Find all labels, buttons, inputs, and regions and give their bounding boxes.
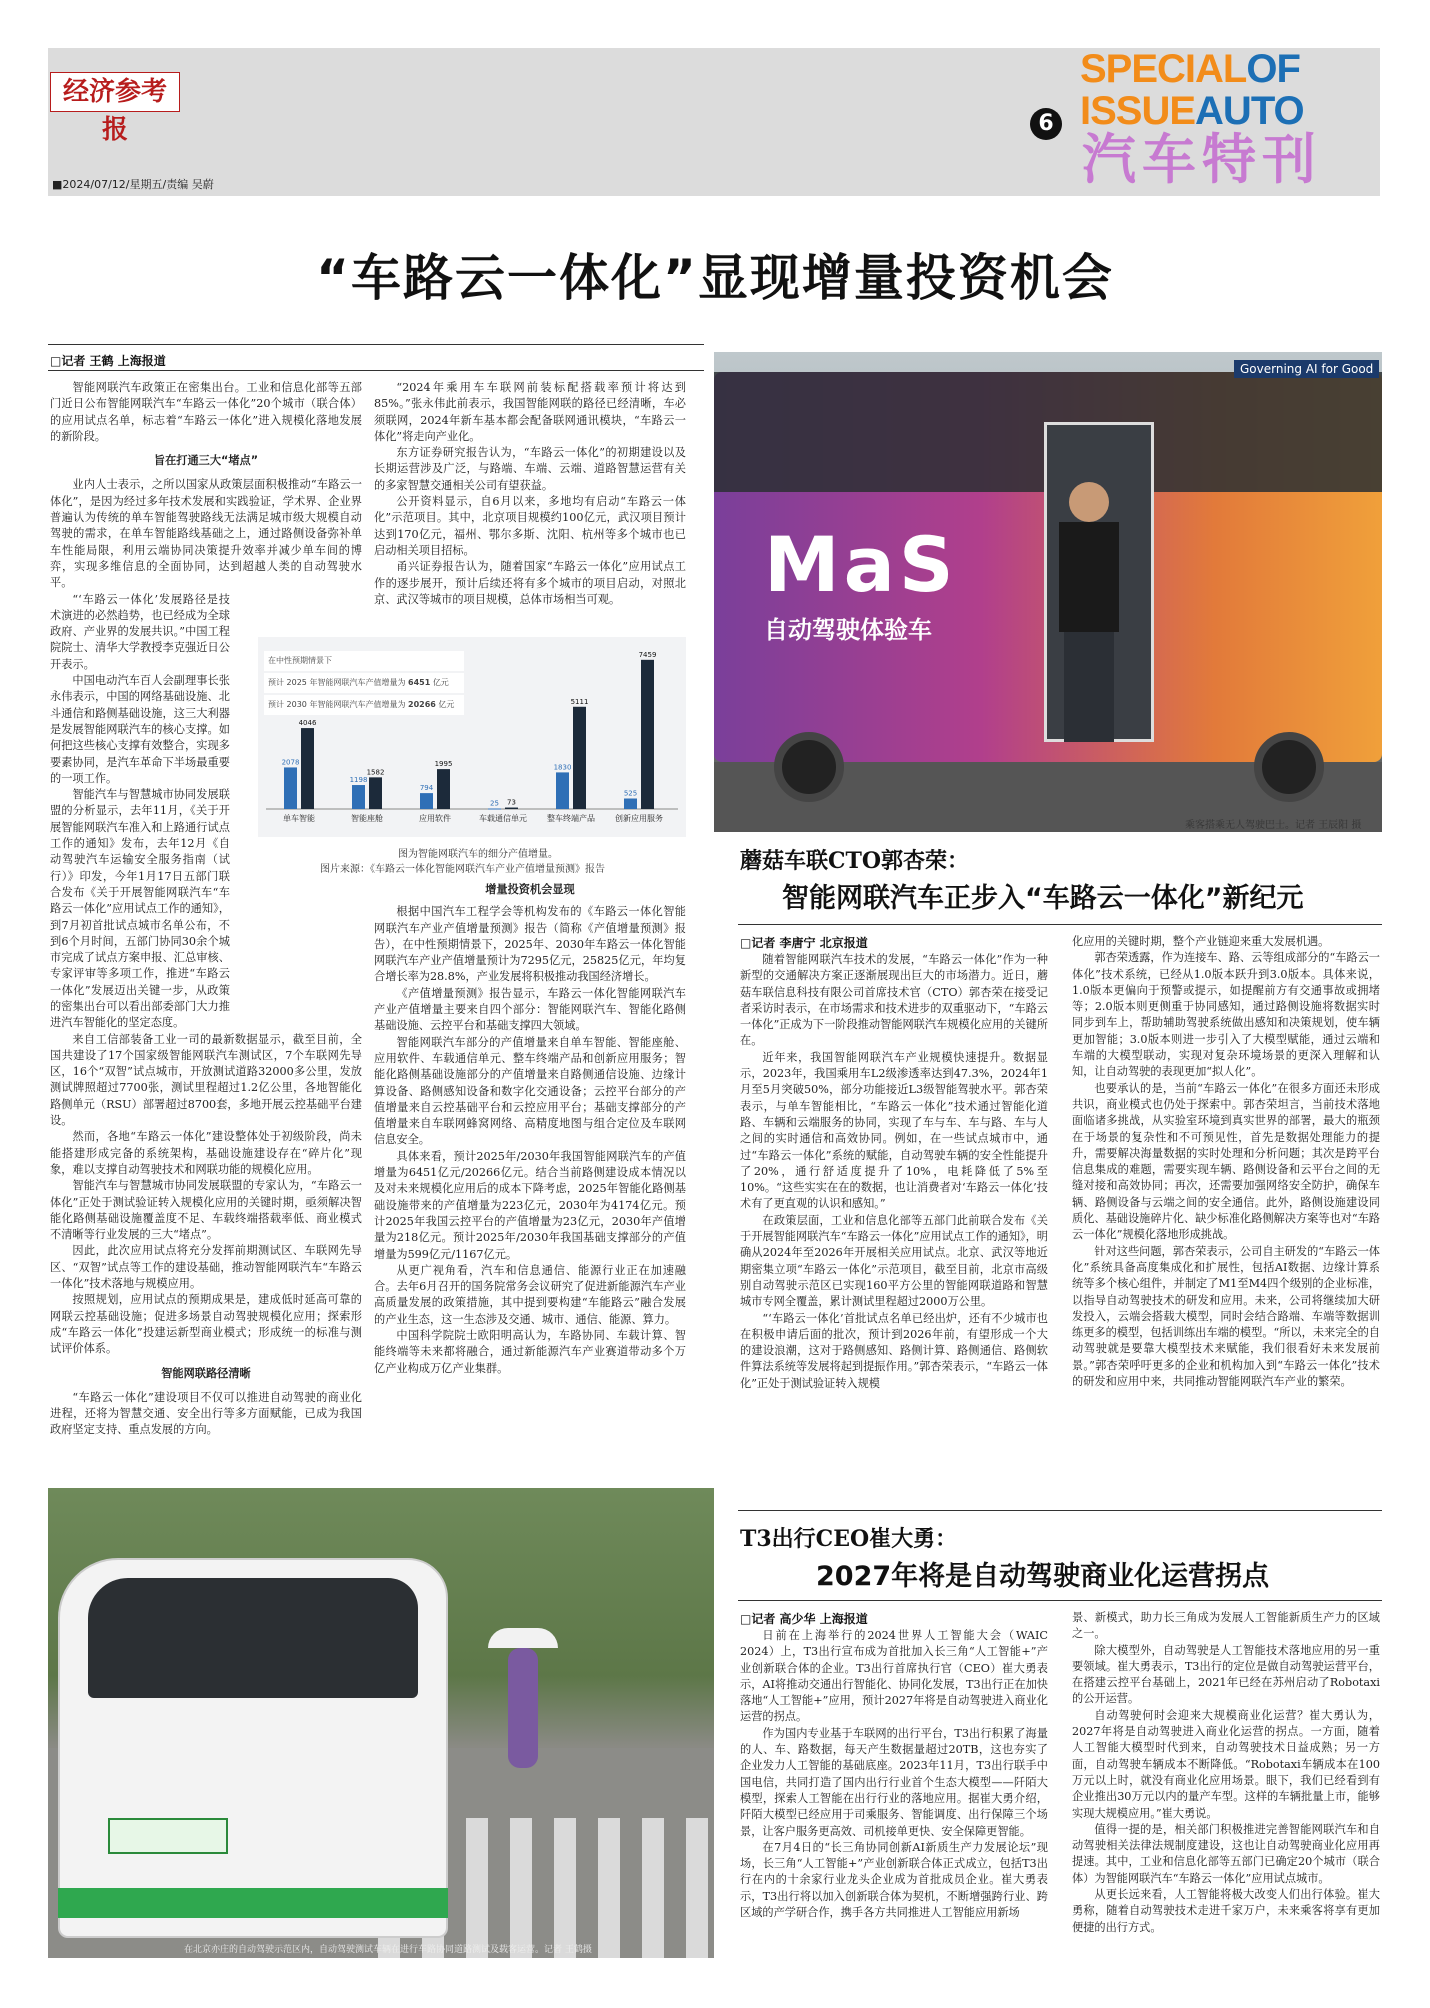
- divider: [738, 1600, 1382, 1601]
- bar: [641, 660, 654, 809]
- auto-word: AUTO: [1195, 89, 1304, 133]
- legend-row-2030: 预计 2030 年智能网联汽车产值增量为 20266 亿元: [264, 695, 464, 715]
- paragraph: 然而，各地“车路云一体化”建设整体处于初级阶段，尚未能搭建形成完备的系统架构，基础设施建设存在“碎片化”现象，难以支撑自动驾驶技术和网联功能的规模化应用。: [50, 1130, 362, 1176]
- paragraph: 自动驾驶何时会迎来大规模商业化运营？崔大勇认为，2027年将是自动驾驶进入商业化运营的拐点。一方面，随着人工智能大模型时代到来，自动驾驶技术日益成熟；另一方面，自动驾驶车辆成本不断降低。“Robotaxi车辆成本在100万元以上时，就没有商业化应用场景。眼下，我们已经看到有企业推出30万元以内的量产车型。这样的车辆批量上市，能够实现大规模应用。”崔大勇说。: [1072, 1708, 1380, 1820]
- special-word: SPECIAL: [1080, 47, 1247, 91]
- paragraph: 来自工信部装备工业一司的最新数据显示，截至目前，全国共建设了17个国家级智能网联汽车测试区，7个车联网先导区，16个“双智”试点城市，开放测试道路32000多公里，发放测试牌照超过7700张，测试里程超过1.2亿公里，各地智能化路侧单元（RSU）部署超过8700套，多地开展云控基础平台建设。: [50, 1032, 362, 1128]
- subheading: 智能网联路径清晰: [161, 1366, 251, 1380]
- bar: [301, 728, 314, 809]
- bar: [352, 785, 365, 809]
- auto-special-title: 汽车特刊: [1082, 128, 1322, 191]
- bar-value-label: 1582: [366, 768, 385, 777]
- bar-value-label: 1198: [349, 776, 368, 785]
- paragraph: 按照规划，应用试点的预期成果是，建成低时延高可靠的网联云控基础设施；促进多场景自动驾驶规模化应用；探索形成“车路云一体化”投建运新型商业模式；形成统一的标准与测试评价体系。: [50, 1293, 362, 1356]
- paragraph: 从更广视角看，汽车和信息通信、能源行业正在加速融合。去年6月召开的国务院常务会议研究了促进新能源汽车产业高质量发展的政策措施，其中提到要构建“车能路云”融合发展的产业生态，这一生态涉及交通、城市、通信、能源、算力。: [374, 1263, 686, 1326]
- page-headline: “车路云一体化”显现增量投资机会: [316, 249, 1114, 307]
- bus-photo: [714, 352, 1382, 832]
- bar-chart: [258, 637, 686, 837]
- article2-column1: [740, 952, 1048, 1502]
- photo-caption: 在北京亦庄的自动驾驶示范区内，自动驾驶测试车辆在进行车路协同道路测试及载客运营。记者 王鹤摄: [184, 1945, 592, 1955]
- article3-byline: □记者 高少华 上海报道: [740, 1612, 868, 1626]
- article2-headline: 智能网联汽车正步入“车路云一体化”新纪元: [782, 883, 1304, 914]
- paragraph: 中国电动汽车百人会副理事长张永伟表示，中国的网络基础设施、北斗通信和路侧基础设施，这三大利器是发展智能网联汽车的核心支撑。如何把这些核心支撑有效整合，实现多要素协同，是汽车革命下半场最重要的一项工作。: [50, 674, 230, 785]
- article2-column2: [1072, 934, 1380, 1502]
- article2-kicker: 蘑菇车联CTO郭杏荣：: [740, 848, 970, 874]
- of-word: OF: [1246, 47, 1300, 91]
- bar-value-label: 7459: [638, 650, 657, 659]
- bar: [369, 777, 382, 809]
- article1-column1: [50, 380, 362, 1460]
- bar: [284, 767, 297, 809]
- article2-byline: □记者 李唐宁 北京报道: [740, 936, 868, 950]
- paragraph: “2024年乘用车车联网前装标配搭载率预计将达到85%。”张永伟此前表示，我国智能网联的路径已经清晰，车必须联网，2024年新车基本都会配备联网通讯模块，“车路云一体化”将走向产业化。: [374, 381, 686, 443]
- bar-value-label: 1830: [553, 763, 572, 772]
- bar: [437, 769, 450, 809]
- paragraph: 公开资料显示，自6月以来，多地均有启动“车路云一体化”示范项目。其中，北京项目规模约100亿元，武汉项目预计达到170亿元，福州、鄂尔多斯、沈阳、杭州等多个城市也已启动相关项目招标。: [374, 495, 686, 557]
- divider: [738, 924, 1382, 925]
- bar: [420, 793, 433, 809]
- article3-column2: [1072, 1610, 1380, 1958]
- article1-column2-bottom: [374, 878, 686, 1458]
- bar: [505, 808, 518, 809]
- category-label: 单车智能: [283, 814, 315, 823]
- bus-brand: MaS: [764, 520, 958, 609]
- paragraph: 在7月4日的“长三角协同创新AI新质生产力发展论坛”现场，长三角“人工智能+”产业创新联合体正式成立，包括T3出行在内的十余家行业龙头企业成为首批成员企业。崔大勇表示，T3出行将以加入创新联合体为契机，不断增强跨行业、跨区域的产学研合作，携手各方共同推进人工智能应用新场: [740, 1840, 1048, 1920]
- bus-photo-caption: 乘客搭乘无人驾驶巴士。记者 王辰阳 摄: [1185, 820, 1362, 831]
- bar: [624, 799, 637, 810]
- divider: [48, 370, 704, 371]
- paragraph: 日前在上海举行的2024世界人工智能大会（WAIC 2024）上，T3出行宣布成为首批加入长三角“人工智能+”产业创新联合体的企业。T3出行首席执行官（CEO）崔大勇表示，AI将推动交通出行智能化、协同化发展，T3出行正在加快落地“人工智能+”应用，预计2027年将是自动驾驶进入商业化运营的拐点。: [740, 1629, 1048, 1724]
- article3-column1: [740, 1628, 1048, 1958]
- issue-word: ISSUE: [1080, 89, 1196, 133]
- paragraph: 值得一提的是，相关部门积极推进完善智能网联汽车和自动驾驶相关法律法规制度建设，这也让自动驾驶商业化应用再提速。其中，工业和信息化部等五部门已确定20个城市（联合体）为智能网联汽车“车路云一体化”应用试点城市。: [1072, 1822, 1380, 1885]
- article3-headline: 2027年将是自动驾驶商业化运营拐点: [816, 1561, 1270, 1592]
- paragraph: 根据中国汽车工程学会等机构发布的《车路云一体化智能网联汽车产业产值增量预测》报告（简称《产值增量预测》报告），在中性预期情景下，2025年、2030年车路云一体化智能网联汽车产业产值增量预计为7295亿元，25825亿元，年均复合增长率为28.8%，产业发展将积极推动我国经济增长。: [374, 905, 686, 984]
- paragraph: 甬兴证券报告认为，随着国家“车路云一体化”应用试点工作的逐步展开，预计后续还将有多个城市的项目启动，对照北京、武汉等城市的项目规模，总体市场相当可观。: [374, 560, 686, 606]
- paragraph: “车路云一体化”建设项目不仅可以推进自动驾驶的商业化进程，还将为智慧交通、安全出行等多方面赋能，已成为我国政府坚定支持、重点发展的方向。: [50, 1390, 362, 1437]
- bar-value-label: 1995: [434, 760, 453, 769]
- bar: [573, 707, 586, 809]
- paragraph: 具体来看，预计2025年/2030年我国智能网联汽车的产值增量为6451亿元/20266亿元。结合当前路侧建设成本情况以及对未来规模化应用后的成本下降考虑，2025年智能化路侧基础设施带来的产值增量为223亿元，2030年为4174亿元。预计2025年我国云控平台的产值增量为23亿元，2030年产值增量为218亿元。预计2025年/2030年我国基础支撑部分的产值增量为599亿元/1167亿元。: [374, 1149, 686, 1261]
- bus-banner: Governing AI for Good: [1234, 360, 1379, 378]
- divider: [48, 344, 704, 345]
- bar-value-label: 794: [419, 784, 434, 793]
- paragraph: 智能汽车与智慧城市协同发展联盟的专家认为，“车路云一体化”正处于测试验证转入规模化应用的关键时期，亟须解决智能化路侧基础设施覆盖度不足、车载终端搭载率低、商业模式不清晰等行业发展的三大“堵点”。: [50, 1179, 362, 1242]
- paragraph: 东方证券研究报告认为，“车路云一体化”的初期建设以及长期运营涉及广泛，与路端、车端、云端、道路智慧运营有关的多家智慧交通相关公司有望获益。: [374, 446, 686, 492]
- bar-chart-panel: [258, 637, 686, 837]
- paragraph: “‘车路云一体化’首批试点名单已经出炉，还有不少城市也在积极申请后面的批次，预计到2026年前，有望形成一个大的建设浪潮，这对于路侧感知、路侧计算、路侧通信、路侧软件算法系统等发展将起到提振作用。”郭杏荣表示，“车路云一体化”正处于测试验证转入规模: [740, 1311, 1048, 1390]
- bar-value-label: 5111: [570, 697, 589, 706]
- paragraph: 业内人士表示，之所以国家从政策层面积极推动“车路云一体化”，是因为经过多年技术发展和实践验证，学术界、企业界普遍认为传统的单车智能驾驶路线无法满足城市级大规模自动驾驶的需求，在单车智能路线基础之上，通过路侧设备弥补单车性能局限，利用云端协同决策提升效率并减少单车间的博弈，实现多维信息的全面协同，达到超越人类的自动驾驶水平。: [50, 478, 362, 590]
- subheading: 增量投资机会显现: [485, 883, 575, 896]
- legend-title: 在中性预期情景下: [264, 651, 464, 671]
- subheading: 旨在打通三大“堵点”: [153, 454, 259, 468]
- paragraph: 中国科学院院士欧阳明高认为，车路协同、车载计算、智能终端等未来都将融合，通过新能源汽车产业赛道带动多个万亿产业构成万亿产业集群。: [374, 1329, 686, 1375]
- robotaxi-photo: [48, 1488, 714, 1958]
- dateline: ■2024/07/12/星期五/责编 吴蔚: [52, 178, 214, 191]
- category-label: 整车终端产品: [547, 814, 595, 823]
- category-label: 车载通信单元: [479, 814, 527, 823]
- bar: [488, 809, 501, 810]
- paragraph: 智能汽车与智慧城市协同发展联盟的分析显示，去年11月，《关于开展智能网联汽车准入和上路通行试点工作的通知》发布，去年12月《自动驾驶汽车运输安全服务指南（试行）》印发，今年1月17日五部门联合发布《关于开展智能网联汽车“车路云一体化”应用试点工作的通知》，到7月初首批试点城市名单公布，不到6个月时间，五部门协同30余个城市完成了试点方案申报、汇总审核、专家评审等多项工作，推进“车路云一体化”发展迈出关键一步，从政策的密集出台可以看出部委部门大力推进汽车智能化的坚定态度。: [50, 788, 230, 1030]
- bus-slogan: 自动驾驶体验车: [764, 616, 932, 644]
- article1-column2-top: [374, 380, 686, 630]
- bar-value-label: 2078: [281, 758, 300, 767]
- paragraph: 也要承认的是，当前“车路云一体化”在很多方面还未形成共识，商业模式也仍处于探索中。郭杏荣坦言，当前技术落地面临诸多挑战，从实验室环境到真实世界的部署，最大的瓶颈在于场景的复杂性和不可预见性，首先是数据处理能力的提升，需要解决海量数据的实时处理和分析问题；其次是跨平台信息集成的难题，需要实现车辆、路侧设备和云平台之间的无缝对接和高效协同；再次，还需要加强网络安全防护，确保车辆、路侧设备与云端之间的安全通信。此外，路侧设施建设同质化、基础设施碎片化、缺少标准化路侧解决方案等也对“车路云一体化”规模化落地形成挑战。: [1072, 1081, 1380, 1242]
- chart-source: 图片来源：《车路云一体化智能网联汽车产业产值增量预测》报告: [320, 864, 605, 875]
- bar-value-label: 525: [623, 789, 638, 798]
- bar-value-label: 4046: [298, 719, 317, 728]
- paragraph: 作为国内专业基于车联网的出行平台，T3出行积累了海量的人、车、路数据，每天产生数据量超过20TB，这也夯实了企业发力人工智能的基础底座。2023年11月，T3出行联手中国电信，共同打造了国内出行行业首个生态大模型——阡陌大模型，探索人工智能在出行行业的落地应用。据崔大勇介绍，阡陌大模型已经应用于司乘服务、智能调度、出行保障三个场景，让客户服务更高效、司机接单更快、安全保障更智能。: [740, 1726, 1048, 1838]
- paragraph: 《产值增量预测》报告显示，车路云一体化智能网联汽车产业产值增量主要来自四个部分：智能网联汽车、智能化路侧基础设施、云控平台和基础支撑四大领域。: [374, 986, 686, 1033]
- special-issue-logo: [1080, 48, 1304, 132]
- legend-row-2025: 预计 2025 年智能网联汽车产值增量为 6451 亿元: [264, 673, 464, 693]
- divider: [738, 1510, 1382, 1511]
- paragraph: 景、新模式，助力长三角成为发展人工智能新质生产力的区域之一。: [1072, 1611, 1380, 1641]
- paragraph: 近年来，我国智能网联汽车产业规模快速提升。数据显示，2023年，我国乘用车L2级渗透率达到47.3%，2024年1月至5月突破50%，部分功能接近L3级智能驾驶水平。郭杏荣表示，与单车智能相比，“车路云一体化”技术通过智能化道路、车辆和云端服务的协同，实现了车与车、车与路、车与人之间的实时通信和高效协同。例如，在一些试点城市中，通过“车路云一体化”系统的赋能，自动驾驶车辆的安全性能提升了20%，通行舒适度提升了10%，电耗降低了5%至10%。“这些实实在在的数据，也让消费者对‘车路云一体化’技术有了更直观的认识和感知。”: [740, 1050, 1048, 1211]
- category-label: 创新应用服务: [615, 814, 663, 823]
- paragraph: 在政策层面，工业和信息化部等五部门此前联合发布《关于开展智能网联汽车“车路云一体化”应用试点工作的通知》，明确从2024年至2026年开展相关应用试点。北京、武汉等地近期密集立项“车路云一体化”示范项目，截至目前，北京市高级别自动驾驶示范区已实现160平方公里的智能网联道路和智慧城市专网全覆盖，累计测试里程超过2000万公里。: [740, 1213, 1048, 1309]
- paragraph: 从更长远来看，人工智能将极大改变人们出行体验。崔大勇称，随着自动驾驶技术走进千家万户，未来乘客将享有更加便捷的出行方式。: [1072, 1888, 1380, 1934]
- category-label: 应用软件: [419, 814, 451, 823]
- bar-value-label: 73: [507, 798, 516, 807]
- category-label: 智能座舱: [351, 814, 383, 823]
- bar: [556, 772, 569, 809]
- paragraph: 化应用的关键时期，整个产业链迎来重大发展机遇。: [1072, 935, 1330, 948]
- bar-value-label: 25: [490, 799, 499, 808]
- paragraph: 因此，此次应用试点将充分发挥前期测试区、车联网先导区、“双智”试点等工作的建设基础，推动智能网联汽车“车路云一体化”技术落地与规模应用。: [50, 1244, 362, 1291]
- paragraph: 郭杏荣透露，作为连接车、路、云等组成部分的“车路云一体化”技术系统，已经从1.0版本跃升到3.0版本。具体来说，1.0版本更偏向于预警或提示，如提醒前方有交通事故或拥堵等；2.0版本则更侧重于协同感知，通过路侧设施将数据实时同步到车上，帮助辅助驾驶系统做出感知和决策规划，使车辆更加智能；3.0版本则进一步引入了大模型赋能，通过云端和车端的大模型联动，实现对复杂环境场景的更深入理解和认知，让自动驾驶的表现更加“拟人化”。: [1072, 951, 1380, 1079]
- newspaper-logo: 经济参考报: [50, 72, 180, 112]
- page-number: 6: [1030, 108, 1062, 140]
- paragraph: “‘车路云一体化’发展路径是技术演进的必然趋势，也已经成为全球政府、产业界的发展共识。”中国工程院院士、清华大学教授李克强近日公开表示。: [50, 592, 230, 671]
- chart-caption: 图为智能网联汽车的细分产值增量。: [398, 849, 558, 860]
- article3-kicker: T3出行CEO崔大勇：: [740, 1526, 958, 1552]
- paragraph: 智能网联汽车部分的产值增量来自单车智能、智能座舱、应用软件、车载通信单元、整车终端产品和创新应用服务；智能化路侧基础设施部分的产值增量来自路侧通信设施、边缘计算设备、路侧感知设备和数字化交通设备；云控平台部分的产值增量来自云控基础平台和云控应用平台；基础支撑部分的产值增量来自车联网蜂窝网络、高精度地图与组合定位及车联网信息安全。: [374, 1035, 686, 1147]
- paragraph: 针对这些问题，郭杏荣表示，公司自主研发的“车路云一体化”系统具备高度集成化和扩展性，包括AI数据、边缘计算系统等多个核心组件，并制定了M1至M4四个级别的企业标准，以指导自动驾驶技术的研发和应用。未来，公司将继续加大研发投入，云端会搭载大模型，同时会结合路端、车端等数据训练更多的模型，包括训练出车端的模型。“所以，未来完全的自动驾驶就是要靠大模型技术来赋能，我们很看好未来发展前景。”郭杏荣呼吁更多的企业和机构加入到“车路云一体化”技术的研发和应用中来，共同推动智能网联汽车产业的繁荣。: [1072, 1244, 1380, 1389]
- byline: □记者 王鹤 上海报道: [50, 354, 166, 368]
- paragraph: 智能网联汽车政策正在密集出台。工业和信息化部等五部门近日公布智能网联汽车“车路云一体化”20个城市（联合体）的应用试点名单，标志着“车路云一体化”进入规模化落地发展的新阶段。: [50, 381, 362, 443]
- paragraph: 随着智能网联汽车技术的发展，“车路云一体化”作为一种新型的交通解决方案正逐渐展现出巨大的市场潜力。近日，蘑菇车联信息科技有限公司首席技术官（CTO）郭杏荣在接受记者采访时表示，在市场需求和技术进步的双重驱动下，“车路云一体化”正成为下一阶段推动智能网联汽车规模化应用的关键所在。: [740, 953, 1048, 1048]
- paragraph: 除大模型外，自动驾驶是人工智能技术落地应用的另一重要领域。崔大勇表示，T3出行的定位是做自动驾驶运营平台，在搭建云控平台基础上，2021年已经在苏州启动了Robotaxi的公开运营。: [1072, 1643, 1380, 1706]
